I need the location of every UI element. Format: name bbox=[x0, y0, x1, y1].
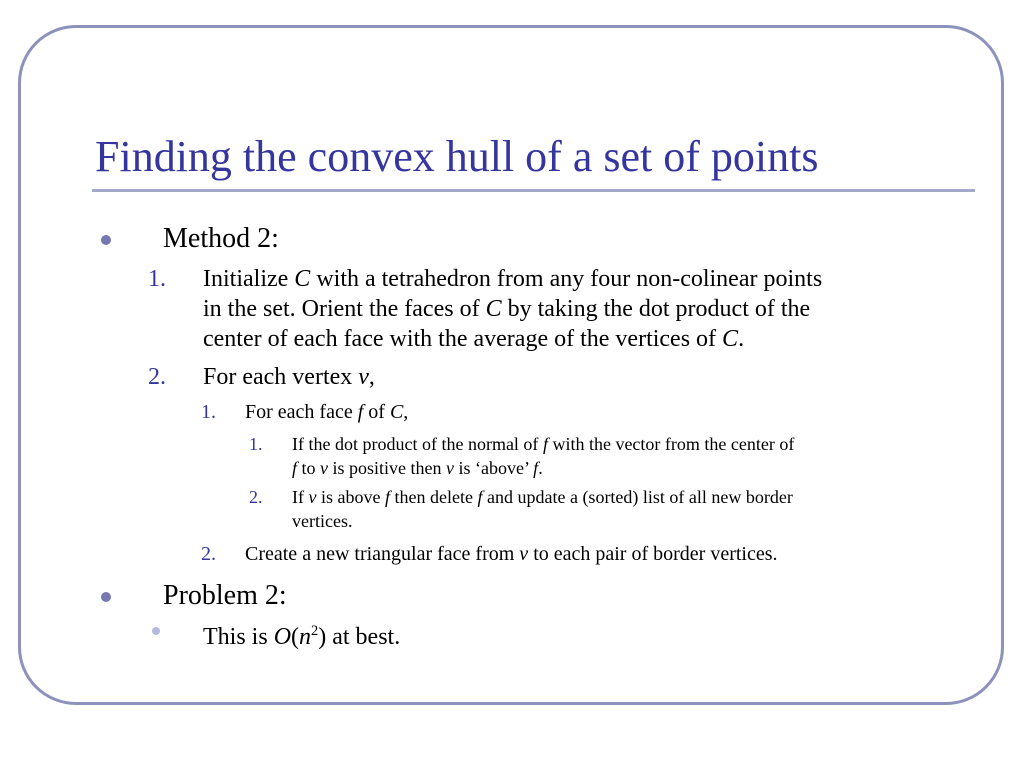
text-run: For each vertex bbox=[203, 364, 359, 390]
text-run: is ‘above’ bbox=[454, 458, 534, 478]
substep-text-line bbox=[245, 541, 778, 567]
step-number: 1. bbox=[148, 266, 166, 292]
text-run: This is bbox=[203, 624, 274, 650]
text-run: Problem 2: bbox=[163, 580, 287, 611]
text-run: Create a new triangular face from bbox=[245, 543, 520, 565]
step-text-line bbox=[203, 362, 375, 392]
italic-variable: C bbox=[722, 326, 739, 352]
italic-variable: v bbox=[308, 487, 317, 507]
sub-bullet-dot bbox=[152, 627, 160, 635]
italic-variable: f bbox=[533, 458, 539, 478]
text-run: and update a (sorted) list of all new border bbox=[482, 487, 793, 507]
text-run: is positive then bbox=[328, 458, 447, 478]
text-run: then delete bbox=[390, 487, 478, 507]
substep-number: 1. bbox=[201, 401, 216, 423]
italic-variable: O bbox=[273, 624, 292, 650]
text-run: , bbox=[368, 364, 375, 390]
italic-variable: v bbox=[320, 458, 329, 478]
italic-variable: f bbox=[542, 434, 548, 454]
text-run: center of each face with the average of the vertices of bbox=[203, 326, 723, 352]
text-run: with the vector from the center of bbox=[547, 434, 795, 454]
text-run: Initialize bbox=[203, 266, 295, 292]
substep-number: 2. bbox=[201, 543, 216, 565]
sub-substep-text-line bbox=[292, 485, 793, 509]
substep-text-line bbox=[245, 399, 408, 425]
text-run: ( bbox=[291, 624, 300, 650]
bullet-dot bbox=[101, 235, 111, 245]
italic-variable: f bbox=[292, 458, 298, 478]
text-run: to each pair of border vertices. bbox=[528, 543, 778, 565]
italic-variable: f bbox=[477, 487, 483, 507]
sub-substep-text-line bbox=[292, 456, 543, 480]
text-run: is above bbox=[316, 487, 385, 507]
method-label bbox=[163, 224, 279, 254]
text-run: . bbox=[538, 458, 543, 478]
sub-substep-text-line bbox=[292, 432, 794, 456]
text-run: vertices. bbox=[292, 511, 353, 531]
superscript: 2 bbox=[311, 623, 319, 639]
text-run: with a tetrahedron from any four non-colinear points bbox=[310, 266, 823, 292]
text-run: of bbox=[363, 401, 390, 423]
text-run: to bbox=[297, 458, 321, 478]
bullet-dot bbox=[101, 592, 111, 602]
italic-variable: n bbox=[299, 624, 312, 650]
italic-variable: f bbox=[384, 487, 390, 507]
text-run: If bbox=[292, 487, 309, 507]
italic-variable: v bbox=[358, 364, 369, 390]
text-run: Method 2: bbox=[163, 223, 279, 254]
problem-text-line bbox=[203, 622, 400, 652]
text-run: For each face bbox=[245, 401, 358, 423]
step-number: 2. bbox=[148, 364, 166, 390]
title-underline bbox=[92, 189, 975, 192]
step-text-line bbox=[203, 264, 822, 294]
text-run: If the dot product of the normal of bbox=[292, 434, 543, 454]
text-run: . bbox=[738, 326, 745, 352]
text-run: by taking the dot product of the bbox=[501, 296, 811, 322]
step-text-line bbox=[203, 294, 810, 324]
text-run: , bbox=[403, 401, 409, 423]
italic-variable: C bbox=[485, 296, 502, 322]
problem-label bbox=[163, 581, 287, 611]
italic-variable: f bbox=[357, 401, 364, 423]
italic-variable: v bbox=[446, 458, 455, 478]
italic-variable: v bbox=[519, 543, 529, 565]
step-text-line bbox=[203, 324, 744, 354]
italic-variable: C bbox=[389, 401, 404, 423]
slide-title: Finding the convex hull of a set of points bbox=[95, 132, 819, 181]
sub-substep-number: 2. bbox=[249, 487, 263, 507]
sub-substep-number: 1. bbox=[249, 434, 263, 454]
text-run: ) at best. bbox=[318, 624, 401, 650]
italic-variable: C bbox=[294, 266, 311, 292]
sub-substep-text-line bbox=[292, 509, 352, 533]
text-run: in the set. Orient the faces of bbox=[203, 296, 486, 322]
